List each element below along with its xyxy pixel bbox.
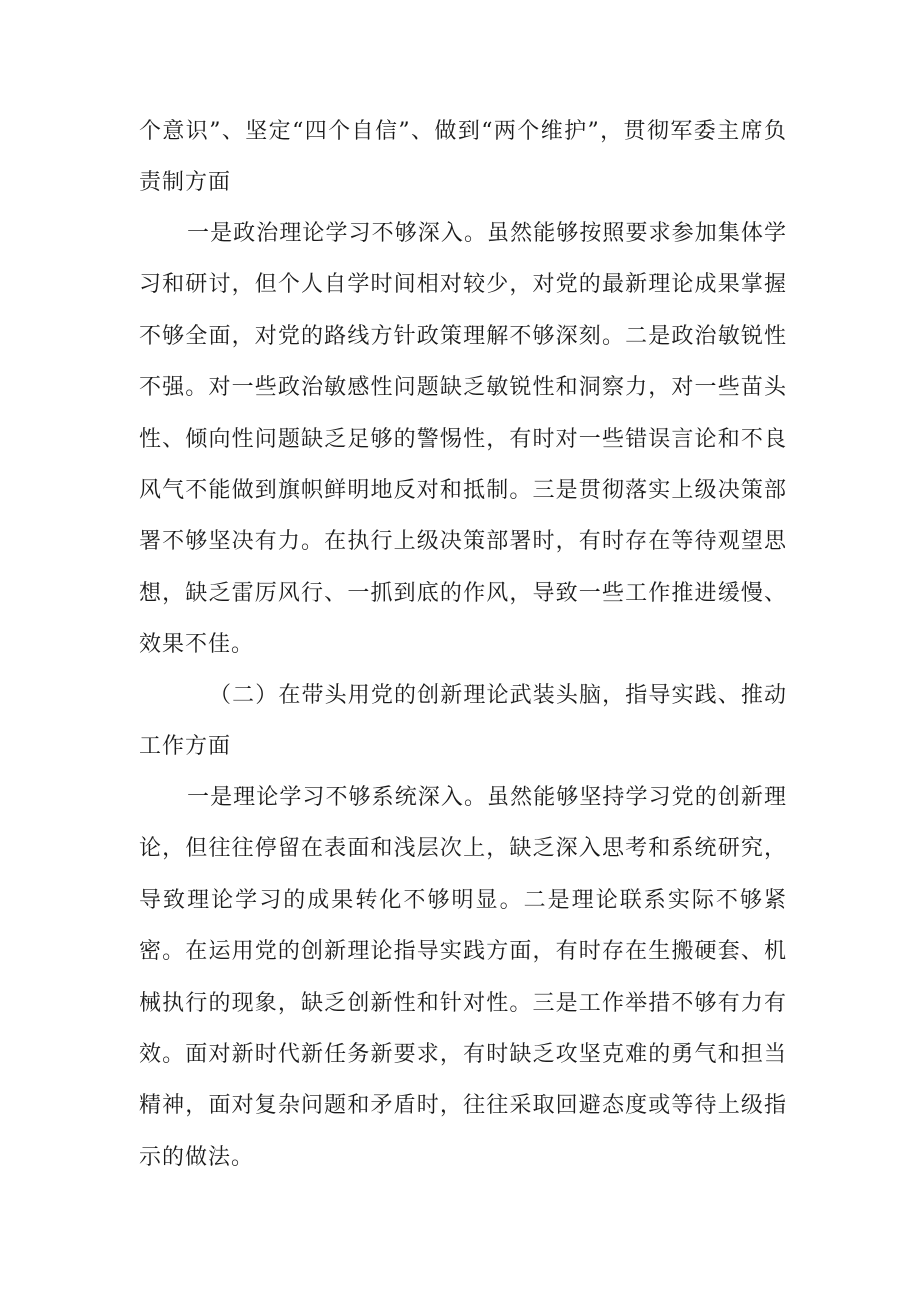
paragraph-political-study: 一是政治理论学习不够深入。虽然能够按照要求参加集体学习和研讨，但个人自学时间相对较少，对党的最新理论成果掌握不够全面，对党的路线方针政策理解不够深刻。二是政治敏锐性不强。对一些政治敏感性问题缺乏敏锐性和洞察力，对一些苗头性、倾向性问题缺乏足够的警惕性，有时对一些错误言论和不良风气不能做到旗帜鲜明地反对和抵制。三是贯彻落实上级决策部署不够坚决有力。在执行上级决策部署时，有时存在等待观望思想，缺乏雷厉风行、一抓到底的作风，导致一些工作推进缓慢、效果不佳。 bbox=[139, 221, 787, 658]
paragraph-theory-practice: 一是理论学习不够系统深入。虽然能够坚持学习党的创新理论，但往往停留在表面和浅层次上，缺乏深入思考和系统研究，导致理论学习的成果转化不够明显。二是理论联系实际不够紧密。在运用党的创新理论指导实践方面，有时存在生搬硬套、机械执行的现象，缺乏创新性和针对性。三是工作举措不够有力有效。面对新时代新任务新要求，有时缺乏攻坚克难的勇气和担当精神，面对复杂问题和矛盾时，往往采取回避态度或等待上级指示的做法。 bbox=[139, 785, 787, 1170]
section-heading-two: （二）在带头用党的创新理论武装头脑，指导实践、推动工作方面 bbox=[139, 683, 787, 760]
section-heading-continued: 个意识”、坚定“四个自信”、做到“两个维护”，贯彻军委主席负责制方面 bbox=[139, 119, 787, 196]
